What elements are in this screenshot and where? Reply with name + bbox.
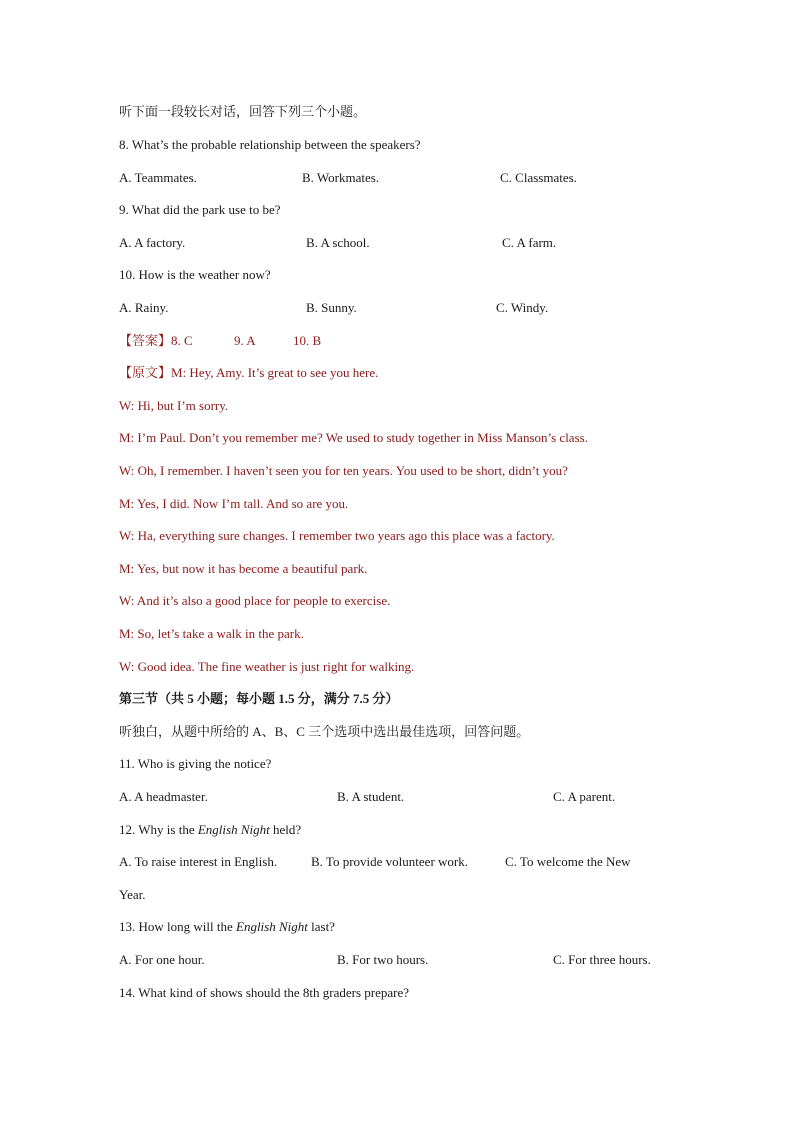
transcript-line-5: M: Yes, I did. Now I’m tall. And so are you. [119, 496, 349, 511]
q8-option-b: B. Workmates. [302, 170, 380, 185]
q11-option-a: A. A headmaster. [119, 789, 208, 804]
q8-stem: 8. What’s the probable relationship between the speakers? [119, 137, 421, 152]
q13-stem-pre: 13. How long will the [119, 919, 236, 934]
transcript-line-3: M: I’m Paul. Don’t you remember me? We used to study together in Miss Manson’s class. [119, 430, 588, 445]
transcript-line-10: W: Good idea. The fine weather is just right for walking. [119, 659, 415, 674]
transcript-tag: 【原文】 [119, 365, 172, 380]
transcript-line-2: W: Hi, but I’m sorry. [119, 398, 229, 413]
q9-option-b: B. A school. [306, 235, 370, 250]
answer-line [119, 332, 193, 350]
q8-option-c: C. Classmates. [500, 170, 577, 185]
section3-instruction: 听独白，从题中所给的 A、B、C 三个选项中选出最佳选项，回答问题。 [119, 724, 530, 739]
q11-option-c: C. A parent. [553, 789, 616, 804]
q13-stem [119, 918, 335, 936]
q13-stem-post: last? [307, 919, 335, 934]
q10-stem: 10. How is the weather now? [119, 267, 271, 282]
transcript-text: M: Hey, Amy. It’s great to see you here. [171, 365, 379, 380]
q8-option-a: A. Teammates. [119, 170, 197, 185]
answer-10: 10. B [293, 333, 322, 348]
answer-9: 9. A [234, 333, 256, 348]
transcript-line-1 [119, 364, 378, 382]
q12-stem-post: held? [269, 822, 302, 837]
section3-heading: 第三节（共 5 小题；每小题 1.5 分，满分 7.5 分） [119, 691, 399, 706]
transcript-line-6: W: Ha, everything sure changes. I remember two years ago this place was a factory. [119, 528, 555, 543]
q9-stem: 9. What did the park use to be? [119, 202, 281, 217]
q9-option-a: A. A factory. [119, 235, 186, 250]
answer-tag: 【答案】 [119, 333, 172, 348]
q10-option-b: B. Sunny. [306, 300, 357, 315]
q13-stem-em: English Night [236, 919, 308, 934]
q14-stem: 14. What kind of shows should the 8th graders prepare? [119, 985, 410, 1000]
q12-option-c-continued: Year. [119, 887, 146, 902]
section2-instruction: 听下面一段较长对话，回答下列三个小题。 [119, 104, 367, 119]
q12-option-c: C. To welcome the New [505, 854, 631, 869]
q11-stem: 11. Who is giving the notice? [119, 756, 272, 771]
q10-option-a: A. Rainy. [119, 300, 169, 315]
q12-option-b: B. To provide volunteer work. [311, 854, 468, 869]
transcript-line-8: W: And it’s also a good place for people to exercise. [119, 593, 391, 608]
transcript-line-9: M: So, let’s take a walk in the park. [119, 626, 304, 641]
q9-option-c: C. A farm. [502, 235, 557, 250]
q13-option-c: C. For three hours. [553, 952, 651, 967]
q12-stem-em: English Night [197, 822, 270, 837]
q12-stem [119, 821, 301, 839]
answer-8: 8. C [171, 333, 193, 348]
q13-option-b: B. For two hours. [337, 952, 429, 967]
q11-option-b: B. A student. [337, 789, 405, 804]
q10-option-c: C. Windy. [496, 300, 549, 315]
q12-stem-pre: 12. Why is the [119, 822, 198, 837]
transcript-line-7: M: Yes, but now it has become a beautiful park. [119, 561, 368, 576]
transcript-line-4: W: Oh, I remember. I haven’t seen you for ten years. You used to be short, didn’t you? [119, 463, 568, 478]
q12-option-a: A. To raise interest in English. [119, 854, 278, 869]
q13-option-a: A. For one hour. [119, 952, 205, 967]
